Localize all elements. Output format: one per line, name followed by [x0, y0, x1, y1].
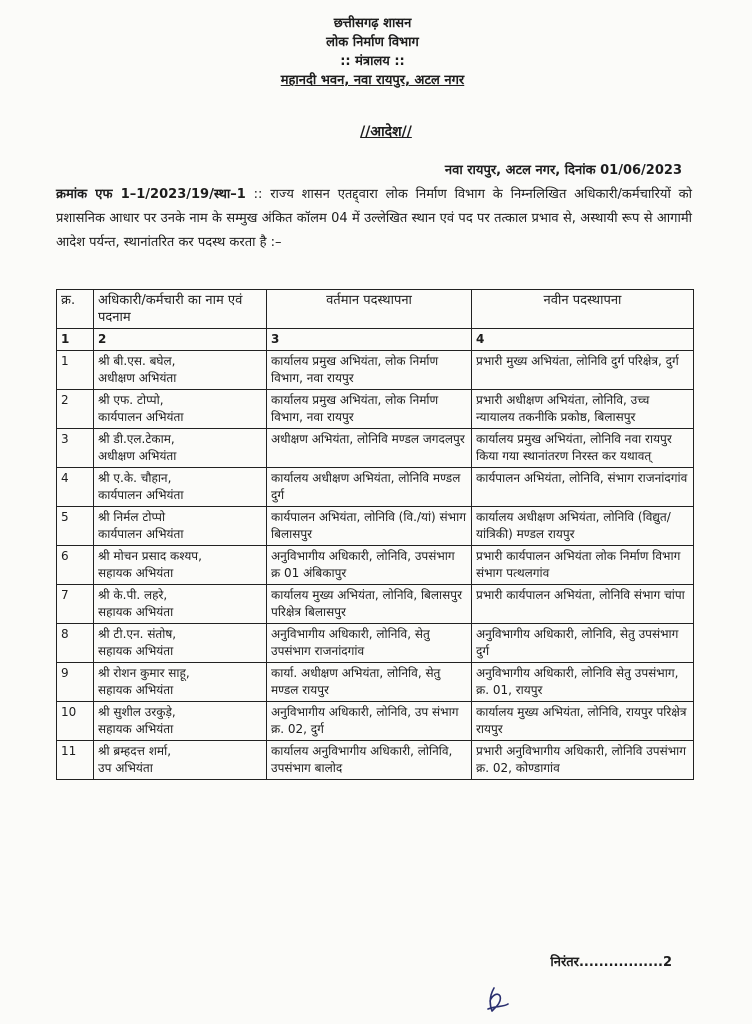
- officer-designation: सहायक अभियंता: [98, 683, 174, 697]
- new-posting-cell: प्रभारी मुख्य अभियंता, लोनिवि दुर्ग परिक्षेत्र, दुर्ग: [472, 351, 694, 390]
- current-posting-cell: कार्यालय प्रमुख अभियंता, लोक निर्माण विभाग, नवा रायपुर: [267, 390, 472, 429]
- letterhead: [0, 14, 752, 90]
- order-title-wrap: [20, 122, 752, 141]
- new-posting-cell: कार्यालय अधीक्षण अभियंता, लोनिवि (विद्युत/यांत्रिकी) मण्डल रायपुर: [472, 507, 694, 546]
- officer-name: श्री निर्मल टोप्पो: [98, 510, 166, 524]
- officer-cell: [94, 624, 267, 663]
- officer-name: श्री बी.एस. बघेल,: [98, 354, 176, 368]
- officer-designation: सहायक अभियंता: [98, 644, 174, 658]
- current-posting-cell: कार्यपालन अभियंता, लोनिवि (वि./यां) संभाग बिलासपुर: [267, 507, 472, 546]
- officer-cell: [94, 546, 267, 585]
- officer-designation: सहायक अभियंता: [98, 722, 174, 736]
- office-address: महानदी भवन, नवा रायपुर, अटल नगर: [280, 73, 465, 88]
- table-row: [57, 351, 694, 390]
- table-row: [57, 507, 694, 546]
- officer-designation: अधीक्षण अभियंता: [98, 371, 177, 385]
- current-posting-cell: कार्यालय अधीक्षण अभियंता, लोनिवि मण्डल दुर्ग: [267, 468, 472, 507]
- serial-cell: 8: [57, 624, 94, 663]
- officer-designation: कार्यपालन अभियंता: [98, 527, 184, 541]
- serial-cell: 5: [57, 507, 94, 546]
- current-posting-cell: अधीक्षण अभियंता, लोनिवि मण्डल जगदलपुर: [267, 429, 472, 468]
- officer-name: श्री एफ. टोप्पो,: [98, 393, 164, 407]
- serial-cell: 7: [57, 585, 94, 624]
- officer-name: श्री ए.के. चौहान,: [98, 471, 172, 485]
- current-posting-cell: कार्यालय अनुविभागीय अधिकारी, लोनिवि, उपसंभाग बालोद: [267, 741, 472, 780]
- current-posting-cell: कार्यालय मुख्य अभियंता, लोनिवि, बिलासपुर परिक्षेत्र बिलासपुर: [267, 585, 472, 624]
- officer-designation: सहायक अभियंता: [98, 605, 174, 619]
- officer-cell: [94, 429, 267, 468]
- table-row: [57, 429, 694, 468]
- table-row: [57, 741, 694, 780]
- officer-designation: अधीक्षण अभियंता: [98, 449, 177, 463]
- officer-cell: [94, 585, 267, 624]
- new-posting-cell: प्रभारी कार्यपालन अभियंता, लोनिवि संभाग चांपा: [472, 585, 694, 624]
- column-number: 2: [94, 329, 267, 351]
- new-posting-cell: कार्यालय प्रमुख अभियंता, लोनिवि नवा रायपुर किया गया स्थानांतरण निरस्त कर यथावत्: [472, 429, 694, 468]
- transfer-table: [56, 289, 694, 780]
- order-number: क्रमांक एफ 1–1/2023/19/स्था–1: [56, 187, 246, 202]
- serial-cell: 4: [57, 468, 94, 507]
- table-row: [57, 546, 694, 585]
- officer-designation: उप अभियंता: [98, 761, 153, 775]
- department-name: लोक निर्माण विभाग: [326, 35, 419, 50]
- table-row: [57, 390, 694, 429]
- officer-name: श्री डी.एल.टेकाम,: [98, 432, 175, 446]
- officer-cell: [94, 351, 267, 390]
- officer-cell: [94, 390, 267, 429]
- serial-cell: 10: [57, 702, 94, 741]
- column-number: 4: [472, 329, 694, 351]
- continued-marker: निरंतर.................2: [550, 955, 672, 970]
- officer-name: श्री मोचन प्रसाद कश्यप,: [98, 549, 202, 563]
- officer-name: श्री ब्रम्हदत्त शर्मा,: [98, 744, 172, 758]
- ministry-label: :: मंत्रालय ::: [340, 54, 405, 69]
- current-posting-cell: कार्या. अधीक्षण अभियंता, लोनिवि, सेतु मण्डल रायपुर: [267, 663, 472, 702]
- officer-designation: कार्यपालन अभियंता: [98, 488, 184, 502]
- current-posting-cell: अनुविभागीय अधिकारी, लोनिवि, सेतु उपसंभाग राजनांदगांव: [267, 624, 472, 663]
- officer-cell: [94, 507, 267, 546]
- officer-name: श्री रोशन कुमार साहू,: [98, 666, 190, 680]
- officer-cell: [94, 468, 267, 507]
- header-current-posting: वर्तमान पदस्थापना: [267, 290, 472, 329]
- table-row: [57, 585, 694, 624]
- officer-name: श्री के.पी. लहरे,: [98, 588, 168, 602]
- table-row: [57, 468, 694, 507]
- current-posting-cell: अनुविभागीय अधिकारी, लोनिवि, उपसंभाग क्र 01 अंबिकापुर: [267, 546, 472, 585]
- serial-cell: 9: [57, 663, 94, 702]
- current-posting-cell: अनुविभागीय अधिकारी, लोनिवि, उप संभाग क्र. 02, दुर्ग: [267, 702, 472, 741]
- order-paragraph: [56, 183, 692, 255]
- officer-cell: [94, 741, 267, 780]
- officer-name: श्री सुशील उरकुड़े,: [98, 705, 176, 719]
- column-number: 1: [57, 329, 94, 351]
- header-new-posting: नवीन पदस्थापना: [472, 290, 694, 329]
- new-posting-cell: प्रभारी अधीक्षण अभियंता, लोनिवि, उच्च न्यायालय तकनीकि प्रकोष्ठ, बिलासपुर: [472, 390, 694, 429]
- new-posting-cell: कार्यपालन अभियंता, लोनिवि, संभाग राजनांदगांव: [472, 468, 694, 507]
- officer-name: श्री टी.एन. संतोष,: [98, 627, 177, 641]
- table-row: [57, 702, 694, 741]
- table-row: [57, 663, 694, 702]
- new-posting-cell: प्रभारी अनुविभागीय अधिकारी, लोनिवि उपसंभाग क्र. 02, कोण्डागांव: [472, 741, 694, 780]
- header-name-designation: अधिकारी/कर्मचारी का नाम एवं पदनाम: [94, 290, 267, 329]
- new-posting-cell: अनुविभागीय अधिकारी, लोनिवि सेतु उपसंभाग, क्र. 01, रायपुर: [472, 663, 694, 702]
- table-header-row: [57, 290, 694, 329]
- column-number-row: [57, 329, 694, 351]
- column-number: 3: [267, 329, 472, 351]
- order-body-text: :: राज्य शासन एतद्द्वारा लोक निर्माण विभाग के निम्नलिखित अधिकारी/कर्मचारियों को प्रशासनिक आधार पर उनके नाम के सम्मुख अंकित कॉलम 04 में उल्लेखित स्थान एवं पद पर तत्काल प्रभाव से, अस्थायी रूप से आगामी आदेश पर्यन्त, स्थानांतरित कर पदस्थ करता है :–: [56, 187, 692, 250]
- officer-cell: [94, 663, 267, 702]
- new-posting-cell: प्रभारी कार्यपालन अभियंता लोक निर्माण विभाग संभाग पत्थलगांव: [472, 546, 694, 585]
- header-serial: क्र.: [57, 290, 94, 329]
- signature-initials: [480, 985, 514, 1015]
- officer-designation: कार्यपालन अभियंता: [98, 410, 184, 424]
- serial-cell: 1: [57, 351, 94, 390]
- date-line: नवा रायपुर, अटल नगर, दिनांक 01/06/2023: [444, 163, 682, 178]
- govt-name: छत्तीसगढ़ शासन: [333, 16, 412, 31]
- new-posting-cell: अनुविभागीय अधिकारी, लोनिवि, सेतु उपसंभाग दुर्ग: [472, 624, 694, 663]
- serial-cell: 11: [57, 741, 94, 780]
- officer-designation: सहायक अभियंता: [98, 566, 174, 580]
- table-row: [57, 624, 694, 663]
- serial-cell: 2: [57, 390, 94, 429]
- officer-cell: [94, 702, 267, 741]
- current-posting-cell: कार्यालय प्रमुख अभियंता, लोक निर्माण विभाग, नवा रायपुर: [267, 351, 472, 390]
- new-posting-cell: कार्यालय मुख्य अभियंता, लोनिवि, रायपुर परिक्षेत्र रायपुर: [472, 702, 694, 741]
- serial-cell: 3: [57, 429, 94, 468]
- serial-cell: 6: [57, 546, 94, 585]
- order-title: //आदेश//: [360, 124, 412, 140]
